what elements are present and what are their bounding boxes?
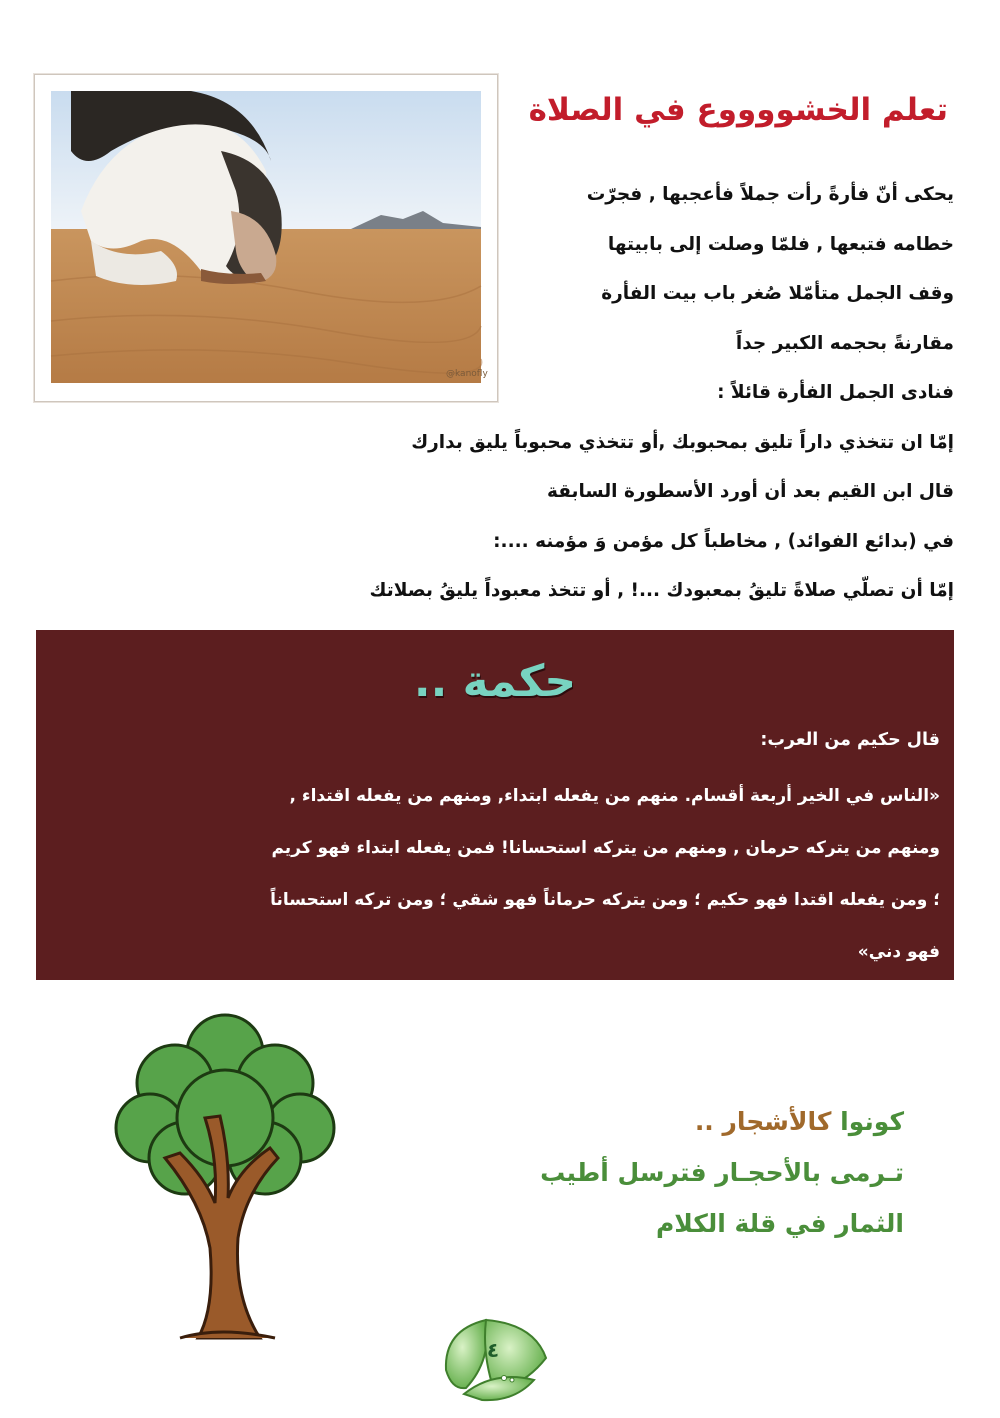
- wisdom-title: حكمة ..: [413, 656, 577, 707]
- wisdom-intro: قال حكيم من العرب:: [760, 730, 940, 750]
- story-line: وقف الجمل متأمّلا صُغر باب بيت الفأرة: [601, 283, 954, 304]
- story-line: إمّا ان تتخذي داراً تليق بمحبوبك ,أو تتخذي محبوباً يليق بدارك: [411, 431, 954, 453]
- wisdom-line: فهو دني»: [857, 942, 940, 962]
- page-number: ٤: [486, 1338, 500, 1362]
- story-line: في (بدائع الفوائد) , مخاطباً كل مؤمن وَ مؤمنه ....:: [493, 530, 954, 552]
- story-line: يحكى أنّ فأرةً رأت جملاً فأعجبها , فجرّت: [586, 184, 954, 205]
- story-line: فنادى الجمل الفأرة قائلاً :: [717, 382, 954, 403]
- poem-highlight-word: كالأشجار ..: [694, 1107, 832, 1136]
- wisdom-line: «الناس في الخير أربعة أقسام. منهم من يفعله ابتداء, ومنهم من يفعله اقتداء ,: [289, 786, 940, 806]
- tree-illustration: [110, 1008, 340, 1342]
- svg-text:@kanofly: @kanofly: [446, 369, 488, 379]
- closing-poem: [484, 1096, 904, 1249]
- story-line: قال ابن القيم بعد أن أورد الأسطورة السابقة: [546, 481, 954, 502]
- story-line: خطامه فتبعها , فلمّا وصلت إلى بابيتها: [607, 233, 954, 255]
- article-title: تعلم الخشووووع في الصلاة: [528, 92, 948, 128]
- poem-line-1: [484, 1096, 904, 1147]
- poem-line-3: الثمار في قلة الكلام: [655, 1209, 904, 1238]
- page-number-badge: [434, 1310, 552, 1402]
- wisdom-text: [50, 770, 940, 978]
- poem-line-2: تـرمى بالأحجـار فترسل أطيب: [540, 1158, 904, 1187]
- story-line: مقارنةً بحجمه الكبير جداً: [735, 332, 954, 354]
- poem-word: كونوا: [840, 1107, 904, 1136]
- wisdom-line: ؛ ومن يفعله اقتدا فهو حكيم ؛ ومن يتركه حرماناً فهو شقي ؛ ومن تركه استحساناً: [270, 890, 940, 910]
- wisdom-panel: [36, 630, 954, 980]
- story-text: [234, 170, 954, 616]
- wisdom-line: ومنهم من يتركه حرمان , ومنهم من يتركه استحسانا! فمن يفعله ابتداء فهو كريم: [271, 838, 940, 858]
- story-line: إمّا أن تصلّي صلاةً تليقُ بمعبودك ...! , أو تتخذ معبوداً يليقُ بصلاتك: [369, 580, 954, 601]
- tree-icon: [110, 1008, 340, 1338]
